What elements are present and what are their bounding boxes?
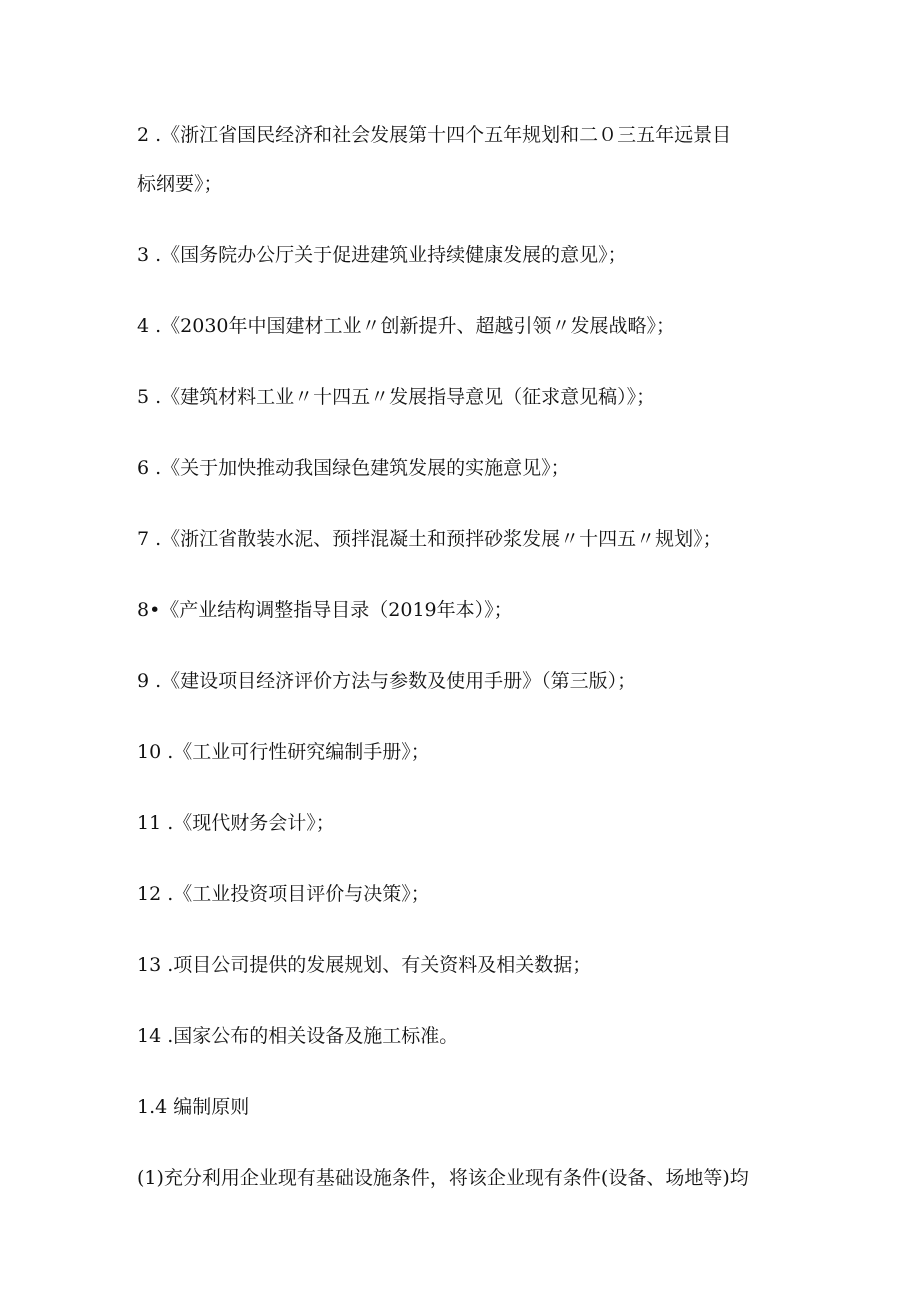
reference-item-2: 2 .《浙江省国民经济和社会发展第十四个五年规划和二０三五年远景目 xyxy=(137,124,732,146)
reference-item-8: 8•《产业结构调整指导目录（2019年本）》； xyxy=(137,599,513,621)
reference-item-12: 12 .《工业投资项目评价与决策》； xyxy=(137,883,430,905)
reference-item-14: 14 .国家公布的相关设备及施工标准。 xyxy=(137,1025,459,1047)
reference-item-13: 13 .项目公司提供的发展规划、有关资料及相关数据； xyxy=(137,954,592,976)
reference-item-5: 5 .《建筑材料工业〃十四五〃发展指导意见（征求意见稿）》； xyxy=(137,386,656,408)
reference-item-10: 10 .《工业可行性研究编制手册》； xyxy=(137,741,430,763)
principle-item-1: (1)充分利用企业现有基础设施条件，将该企业现有条件(设备、场地等)均 xyxy=(137,1167,749,1189)
reference-item-9: 9 .《建设项目经济评价方法与参数及使用手册》（第三版）； xyxy=(137,670,637,692)
reference-item-3: 3 .《国务院办公厅关于促进建筑业持续健康发展的意见》； xyxy=(137,244,627,266)
reference-item-6: 6 .《关于加快推动我国绿色建筑发展的实施意见》； xyxy=(137,457,570,479)
reference-item-4: 4 .《2030年中国建材工业〃创新提升、超越引领〃发展战略》； xyxy=(137,315,676,337)
reference-item-11: 11 .《现代财务会计》； xyxy=(137,812,335,834)
reference-item-7: 7 .《浙江省散装水泥、预拌混凝土和预拌砂浆发展〃十四五〃规划》； xyxy=(137,528,722,550)
reference-item-2-continued: 标纲要》； xyxy=(137,173,223,195)
section-heading-1-4: 1.4 编制原则 xyxy=(137,1096,250,1118)
